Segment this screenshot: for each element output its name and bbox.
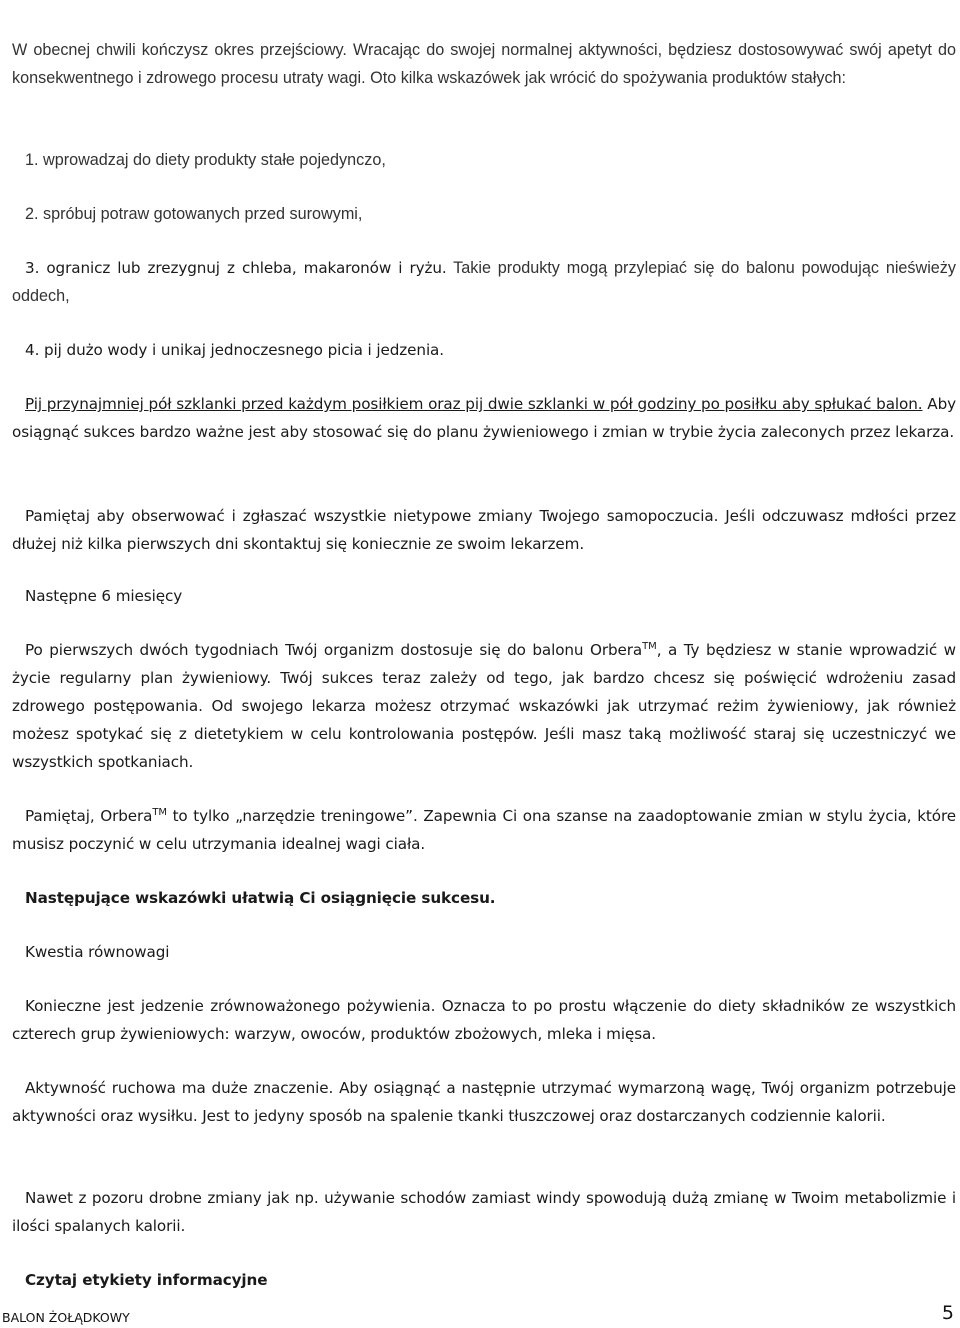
heading-tips: Następujące wskazówki ułatwią Ci osiągnięcie sukcesu. xyxy=(25,889,496,907)
orbera-paragraph-part1: Po pierwszych dwóch tygodniach Twój organizm dostosuje się do balonu Orbera xyxy=(25,641,643,659)
heading-next-6-months: Następne 6 miesięcy xyxy=(25,587,183,605)
list-item-1: 1. wprowadzaj do diety produkty stałe pojedynczo, xyxy=(25,151,386,169)
orbera-paragraph xyxy=(12,636,956,776)
trademark-sup: TM xyxy=(642,640,657,652)
list-item-3-first: 3. ogranicz lub zrezygnuj z chleba, makaronów i ryżu. xyxy=(25,259,447,277)
activity-paragraph: Aktywność ruchowa ma duże znaczenie. Aby osiągnąć a następnie utrzymać wymarzoną wagę, Twój organizm potrzebuje aktywności oraz wysiłku. Jest to jedyny sposób na spalenie tkanki tłuszczowej oraz dostarczanych codziennie kalorii. xyxy=(12,1079,956,1125)
stairs-paragraph: Nawet z pozoru drobne zmiany jak np. używanie schodów zamiast windy spowodują dużą zmianę w Twoim metabolizmie i ilości spalanych kalorii. xyxy=(12,1189,956,1235)
water-paragraph xyxy=(12,390,956,446)
list-item-2: 2. spróbuj potraw gotowanych przed surowymi, xyxy=(25,205,363,223)
footer-title: BALON ŻOŁĄDKOWY xyxy=(2,1310,130,1325)
list-item-3 xyxy=(12,254,956,310)
tool-paragraph xyxy=(12,802,956,858)
page-number: 5 xyxy=(941,1302,954,1324)
water-paragraph-rest: Aby osiągnąć sukces bardzo ważne jest aby stosować się do planu żywieniowego i zmian w trybie życia zaleconych przez lekarza. xyxy=(12,395,956,441)
tool-paragraph-part2: to tylko „narzędzie treningowe”. Zapewnia Ci ona szanse na zaadoptowanie zmian w stylu życia, które musisz poczynić w celu utrzymania idealnej wagi ciała. xyxy=(12,807,956,853)
intro-paragraph: W obecnej chwili kończysz okres przejściowy. Wracając do swojej normalnej aktywności, będziesz dostosowywać swój apetyt do konsekwentnego i zdrowego procesu utraty wagi. Oto kilka wskazówek jak wrócić do spożywania produktów stałych: xyxy=(12,41,956,87)
balance-paragraph: Konieczne jest jedzenie zrównoważonego pożywienia. Oznacza to po prostu włączenie do diety składników ze wszystkich czterech grup żywieniowych: warzyw, owoców, produktów zbożowych, mleka i mięsa. xyxy=(12,997,956,1043)
trademark-sup: TM xyxy=(152,806,167,818)
tool-paragraph-part1: Pamiętaj, Orbera xyxy=(25,807,153,825)
water-instruction-underlined: Pij przynajmniej pół szklanki przed każdym posiłkiem oraz pij dwie szklanki w pół godziny po posiłku aby spłukać balon. xyxy=(25,395,923,413)
list-item-3-rest: Takie produkty mogą przylepiać się do balonu powodując nieświeży oddech, xyxy=(12,259,956,305)
list-item-4: 4. pij dużo wody i unikaj jednoczesnego picia i jedzenia. xyxy=(25,341,444,359)
observe-paragraph: Pamiętaj aby obserwować i zgłaszać wszystkie nietypowe zmiany Twojego samopoczucia. Jeśli odczuwasz mdłości przez dłużej niż kilka pierwszych dni skontaktuj się koniecznie ze swoim lekarzem. xyxy=(12,507,956,553)
heading-labels: Czytaj etykiety informacyjne xyxy=(25,1271,268,1289)
balance-title: Kwestia równowagi xyxy=(25,943,170,961)
orbera-paragraph-part2: , a Ty będziesz w stanie wprowadzić w życie regularny plan żywieniowy. Twój sukces teraz zależy od tego, jak bardzo chcesz się poświęcić wdrożeniu zasad zdrowego postępowania. Od swojego lekarza możesz otrzymać wskazówki jak utrzymać reżim żywieniowy, jak również możesz spotykać się z dietetykiem w celu kontrolowania postępów. Jeśli masz taką możliwość staraj się uczestniczyć we wszystkich spotkaniach. xyxy=(12,641,956,771)
